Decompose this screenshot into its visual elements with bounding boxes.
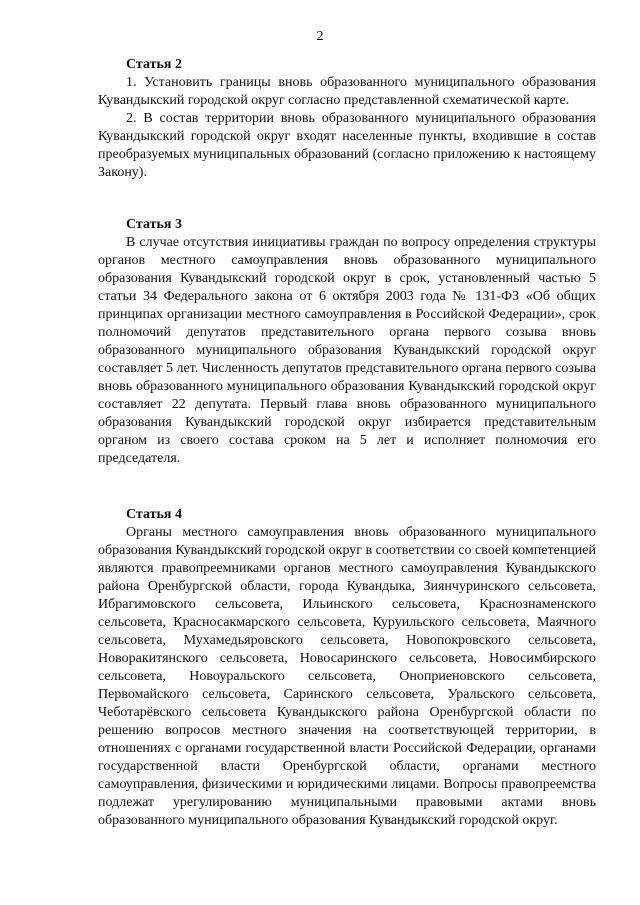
article-2 bbox=[98, 56, 596, 182]
article-paragraph: 2. В состав территории вновь образованного муниципального образования Кувандыкский городской округ входят населенные пункты, входившие в состав преобразуемых муниципальных образований (согласно приложению к настоящему Закону). bbox=[98, 111, 596, 180]
article-heading: Статья 2 bbox=[126, 57, 182, 72]
page-number: 2 bbox=[316, 29, 324, 44]
article-heading: Статья 3 bbox=[126, 217, 182, 232]
article-paragraph: В случае отсутствия инициативы граждан по вопросу определения структуры органов местного самоуправления вновь образованного муниципального образования Кувандыкский городской округ в срок, установленный частью 5 статьи 34 Федерального закона от 6 октября 2003 года № 131-ФЗ «Об общих принципах организации местного самоуправления в Российской Федерации», срок полномочий депутатов представительного органа первого созыва вновь образованного муниципального образования Кувандыкский городской округ составляет 5 лет. Численность депутатов представительного органа первого созыва вновь образованного муниципального образования Кувандыкский городской округ составляет 22 депутата. Первый глава вновь образованного муниципального образования Кувандыкский городской округ избирается представительным органом из своего состава сроком на 5 лет и исполняет полномочия его председателя. bbox=[98, 235, 596, 466]
article-paragraph: Органы местного самоуправления вновь образованного муниципального образования Кувандыкский городской округ в соответствии со своей компетенцией являются правопреемниками органов местного самоуправления Кувандыкского района Оренбургской области, города Кувандыка, Зиянчуринского сельсовета, Ибрагимовского сельсовета, Ильинского сельсовета, Краснознаменского сельсовета, Красносакмарского сельсовета, Куруильского сельсовета, Маячного сельсовета, Мухамедьяровского сельсовета, Новопокровского сельсовета, Новоракитянского сельсовета, Новосаринского сельсовета, Новосимбирского сельсовета, Новоуральского сельсовета, Оноприеновского сельсовета, Первомайского сельсовета, Саринского сельсовета, Уральского сельсовета, Чеботарёвского сельсовета Кувандыкского района Оренбургской области по решению вопросов местного значения на соответствующей территории, в отношениях с органами государственной власти Российской Федерации, органами государственной власти Оренбургской области, органами местного самоуправления, физическими и юридическими лицами. Вопросы правопреемства подлежат урегулированию муниципальными правовыми актами вновь образованного муниципального образования Кувандыкский городской округ. bbox=[98, 525, 596, 828]
article-paragraph: 1. Установить границы вновь образованного муниципального образования Кувандыкский городской округ согласно представленной схематической карте. bbox=[98, 75, 596, 108]
article-heading: Статья 4 bbox=[126, 507, 182, 522]
article-4 bbox=[98, 506, 596, 830]
document-body bbox=[98, 56, 596, 830]
article-3 bbox=[98, 216, 596, 468]
